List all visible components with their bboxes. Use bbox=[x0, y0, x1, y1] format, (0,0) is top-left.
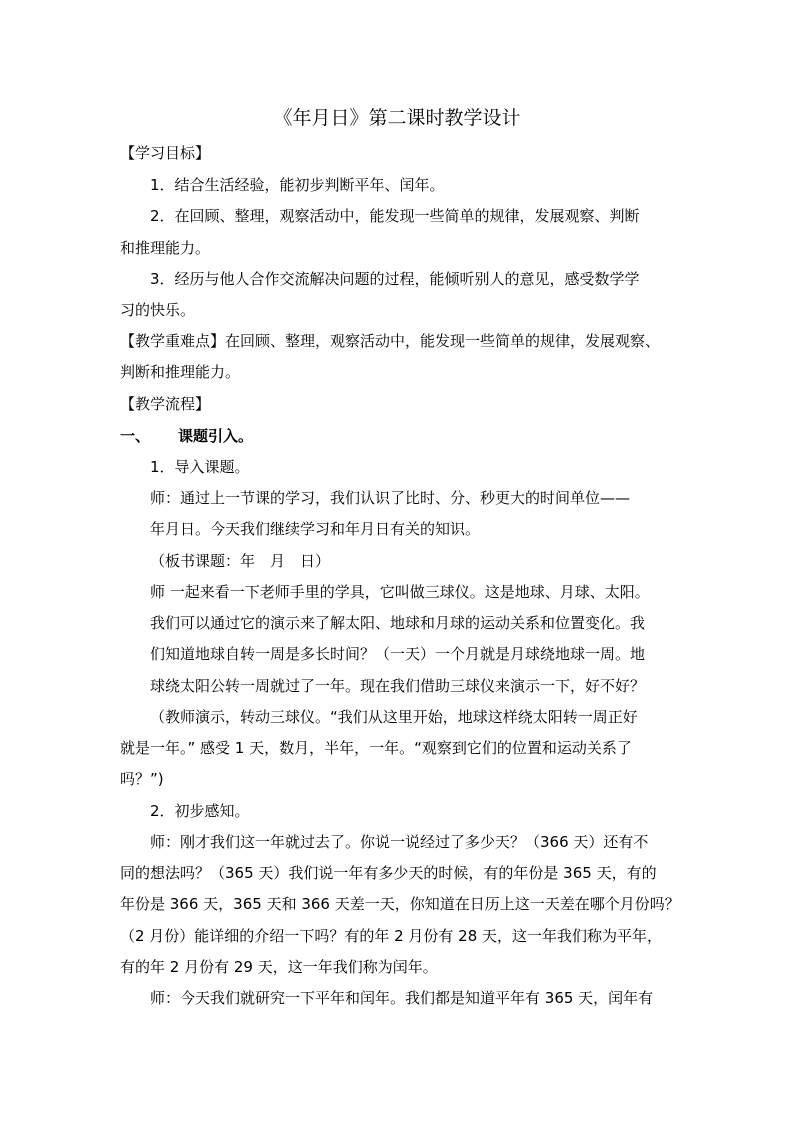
para2-line-4: 球绕太阳公转一周就过了一年。现在我们借助三球仪来演示一下，好不好？ bbox=[150, 677, 646, 695]
para4-line-2: 同的想法吗？（365 天）我们说一年有多少天的时候，有的年份是 365 天，有的 bbox=[120, 864, 657, 882]
para4-line-1: 师：刚才我们这一年就过去了。你说一说经过了多少天？（366 天）还有不 bbox=[150, 833, 649, 851]
step-1: 1．导入课题。 bbox=[150, 458, 250, 476]
para3-line-2: 就是一年。” 感受 1 天，数月，半年，一年。“观察到它们的位置和运动关系了 bbox=[120, 739, 632, 757]
key-points-line-1 bbox=[120, 330, 680, 352]
para5-line-1: 师：今天我们就研究一下平年和闰年。我们都是知道平年有 365 天，闰年有 bbox=[150, 989, 654, 1007]
part1-title: 课题引入。 bbox=[178, 427, 254, 445]
para4-line-3: 年份是 366 天，365 天和 366 天差一天，你知道在日历上这一天差在哪个月份吗？ bbox=[120, 895, 680, 913]
para4-line-4: （2 月份）能详细的介绍一下吗？有的年 2 月份有 28 天，这一年我们称为平年， bbox=[120, 927, 663, 945]
process-heading: 【教学流程】 bbox=[120, 395, 211, 413]
para2-line-3: 们知道地球自转一周是多长时间？（一天）一个月就是月球绕地球一周。地 bbox=[150, 645, 646, 663]
part1-number: 一、 bbox=[120, 427, 151, 445]
key-points-line-2: 判断和推理能力。 bbox=[120, 363, 241, 381]
key-points-text: 在回顾、整理，观察活动中，能发现一些简单的规律，发展观察、 bbox=[225, 332, 661, 350]
key-points-heading: 【教学重难点】 bbox=[120, 332, 226, 350]
para1-line-1: 师：通过上一节课的学习，我们认识了比时、分、秒更大的时间单位—— bbox=[150, 489, 631, 507]
objective-1-line-1: 1．结合生活经验，能初步判断平年、闰年。 bbox=[150, 176, 445, 194]
objective-3-line-1: 3．经历与他人合作交流解决问题的过程，能倾听别人的意见，感受数学学 bbox=[150, 270, 640, 288]
step-2: 2．初步感知。 bbox=[150, 802, 250, 820]
para4-line-5: 有的年 2 月份有 29 天，这一年我们称为闰年。 bbox=[120, 958, 438, 976]
para3-line-3: 吗？”) bbox=[120, 770, 164, 788]
para2-line-2: 我们可以通过它的演示来了解太阳、地球和月球的运动关系和位置变化。我 bbox=[150, 614, 646, 632]
para1-line-2: 年月日。今天我们继续学习和年月日有关的知识。 bbox=[150, 520, 481, 538]
objective-3-line-2: 习的快乐。 bbox=[120, 301, 196, 319]
objective-2-line-1: 2．在回顾、整理，观察活动中，能发现一些简单的规律，发展观察、判断 bbox=[150, 207, 640, 225]
part1-heading bbox=[120, 425, 680, 447]
objective-2-line-2: 和推理能力。 bbox=[120, 239, 211, 257]
para2-line-1: 师 一起来看一下老师手里的学具，它叫做三球仪。这是地球、月球、太阳。 bbox=[150, 583, 650, 601]
objectives-heading: 【学习目标】 bbox=[120, 144, 211, 162]
para3-line-1: （教师演示，转动三球仪。“我们从这里开始，地球这样绕太阳转一周正好 bbox=[150, 708, 638, 726]
document-title: 《年月日》第二课时教学设计 bbox=[273, 107, 521, 129]
board-title: （板书课题：年 月 日） bbox=[150, 552, 331, 570]
